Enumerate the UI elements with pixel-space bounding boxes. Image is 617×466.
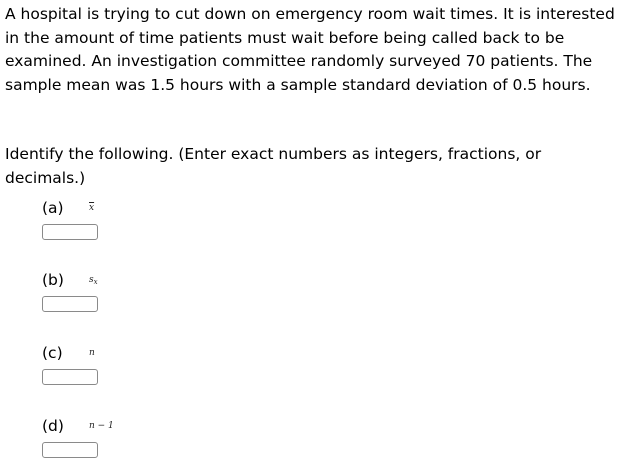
part-a (42, 198, 242, 248)
n-symbol: n (89, 348, 95, 358)
answer-input-b[interactable] (42, 296, 98, 312)
problem-text: A hospital is trying to cut down on emergency room wait times. It is interested in the amount of time patients must wait before being called back to be examined. An investigation committee randomly surveyed 70 patients. The sample mean was 1.5 hours with a sample standard deviation of 0.5 hours. (5, 5, 615, 94)
answer-input-a[interactable] (42, 224, 98, 240)
part-a-label: (a) (42, 199, 64, 217)
part-c-label: (c) (42, 344, 63, 362)
part-c (42, 343, 242, 393)
part-b (42, 270, 242, 320)
n-minus-1-symbol: n − 1 (89, 421, 114, 431)
instructions-text: Identify the following. (Enter exact numbers as integers, fractions, or decimals.) (5, 145, 542, 187)
part-d-label: (d) (42, 417, 64, 435)
answer-input-c[interactable] (42, 369, 98, 385)
part-d (42, 416, 242, 466)
part-b-label: (b) (42, 271, 64, 289)
s-x-symbol: $s_x$ (89, 275, 98, 286)
x-bar-symbol: $\overline{x}$ (89, 203, 95, 213)
answer-input-d[interactable] (42, 442, 98, 458)
